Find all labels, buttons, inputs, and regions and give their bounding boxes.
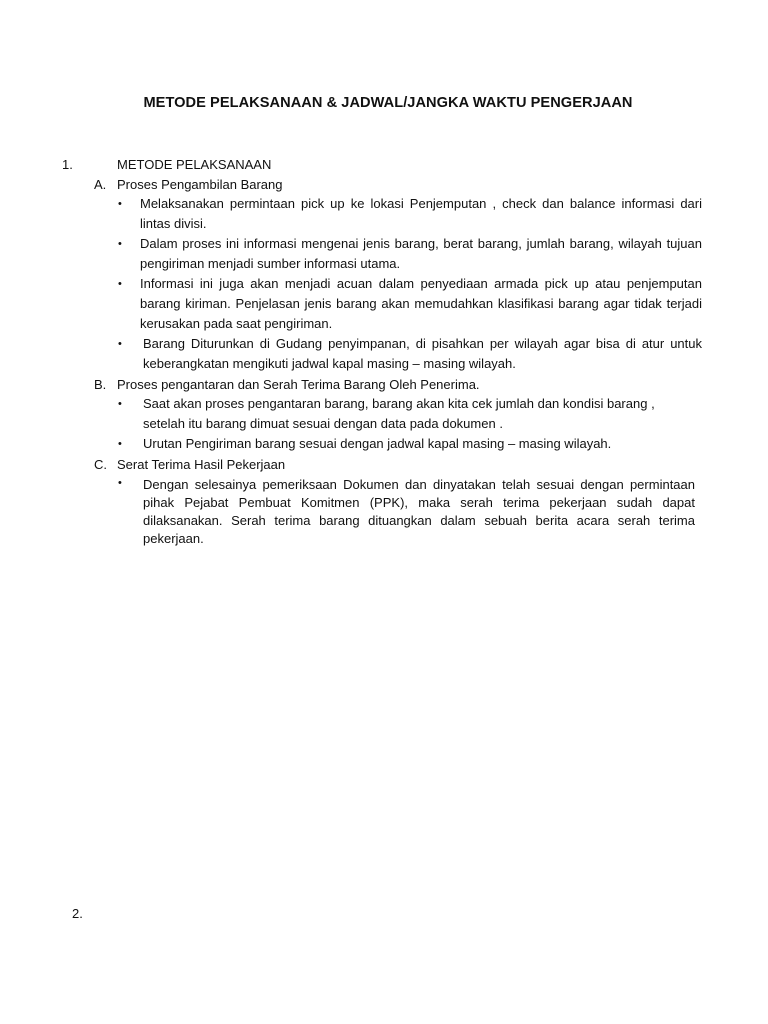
bullet-icon: • xyxy=(118,438,122,450)
subsection-title-c: Serat Terima Hasil Pekerjaan xyxy=(117,457,286,472)
subsection-letter-a: A. xyxy=(94,177,107,192)
list-item-a2: Dalam proses ini informasi mengenai jenis barang, berat barang, jumlah barang, wilayah tujuan pengiriman menjadi sumber informasi utama. xyxy=(140,236,702,271)
list-item-a3: Informasi ini juga akan menjadi acuan dalam penyediaan armada pick up atau penjemputan barang kiriman. Penjelasan jenis barang akan memudahkan klasifikasi barang agar tidak terjadi kerusakan pada saat pengiriman. xyxy=(140,276,702,331)
section-number-2: 2. xyxy=(72,906,83,921)
bullet-icon: • xyxy=(118,398,122,410)
subsection-title-a: Proses Pengambilan Barang xyxy=(117,177,283,192)
bullet-icon: • xyxy=(118,278,122,290)
bullet-icon: • xyxy=(118,338,122,350)
list-item-b1: Saat akan proses pengantaran barang, barang akan kita cek jumlah dan kondisi barang , setelah itu barang dimuat sesuai dengan data pada dokumen . xyxy=(143,396,655,431)
list-item-a1: Melaksanakan permintaan pick up ke lokasi Penjemputan , check dan balance informasi dari lintas divisi. xyxy=(140,196,702,231)
bullet-icon: • xyxy=(118,477,122,489)
subsection-letter-b: B. xyxy=(94,377,107,392)
bullet-icon: • xyxy=(118,198,122,210)
list-item-c1: Dengan selesainya pemeriksaan Dokumen dan dinyatakan telah sesuai dengan permintaan pihak Pejabat Pembuat Komitmen (PPK), maka serah terima pekerjaan sudah dapat dilaksanakan. Serah terima barang dituangkan dalam sebuah berita acara serah terima pekerjaan. xyxy=(143,477,695,546)
list-item-a4: Barang Diturunkan di Gudang penyimpanan, di pisahkan per wilayah agar bisa di atur untuk keberangkatan mengikuti jadwal kapal masing – masing wilayah. xyxy=(143,336,702,371)
list-item-b2: Urutan Pengiriman barang sesuai dengan jadwal kapal masing – masing wilayah. xyxy=(143,436,612,451)
document-title: METODE PELAKSANAAN & JADWAL/JANGKA WAKTU PENGERJAAN xyxy=(143,95,633,111)
section-number: 1. xyxy=(62,157,73,172)
bullet-icon: • xyxy=(118,238,122,250)
section-title: METODE PELAKSANAAN xyxy=(117,157,272,172)
subsection-letter-c: C. xyxy=(94,457,107,472)
subsection-title-b: Proses pengantaran dan Serah Terima Barang Oleh Penerima. xyxy=(117,377,480,392)
